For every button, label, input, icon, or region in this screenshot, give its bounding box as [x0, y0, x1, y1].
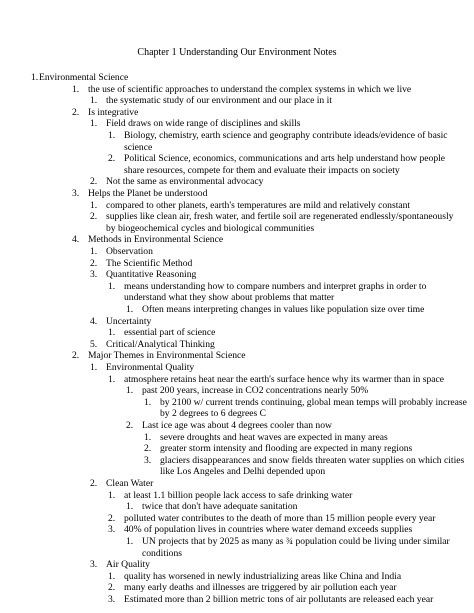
- outline-item-number: 1.: [108, 280, 116, 292]
- outline-item-number: 1.: [108, 130, 116, 141]
- outline-item: [0, 362, 474, 374]
- outline-item: [0, 594, 474, 606]
- outline-item-number: 1.: [126, 501, 134, 513]
- outline-item: [0, 582, 474, 594]
- outline-item-number: 2.: [72, 350, 80, 362]
- outline-item-number: 5.: [90, 338, 98, 350]
- outline-item: [0, 559, 474, 571]
- outline-item-text: share resources, compete for them and evaluate their impacts on society: [124, 164, 400, 176]
- document-title: Chapter 1 Understanding Our Environment Notes: [137, 47, 337, 58]
- outline-item: [0, 316, 474, 328]
- outline-item-number: 1.: [144, 396, 152, 408]
- outline-item-text: severe droughts and heat waves are expected in many areas: [160, 431, 388, 443]
- outline-item-text: Uncertainty: [106, 315, 152, 327]
- outline-item: [0, 246, 474, 258]
- outline-item-continuation: [0, 466, 474, 478]
- outline-item-text: polluted water contributes to the death of more than 15 million people every year: [124, 512, 436, 524]
- outline-item-text: Often means interpreting changes in values like population size over time: [142, 304, 425, 315]
- outline-item-number: 2.: [144, 443, 152, 455]
- outline-item: [0, 118, 474, 130]
- outline-item-text: essential part of science: [124, 327, 216, 339]
- outline-item-text: by biogeochemical cycles and biological communities: [106, 222, 315, 234]
- outline-item-number: 3.: [72, 188, 80, 199]
- outline-item: [0, 420, 474, 432]
- outline-item-number: 3.: [108, 594, 116, 605]
- outline-item: [0, 397, 474, 409]
- outline-item-number: 2.: [126, 420, 134, 431]
- outline-item: [0, 95, 474, 107]
- outline-item-number: 3.: [144, 454, 152, 466]
- outline-item-text: Quantitative Reasoning: [106, 269, 197, 281]
- outline-item-text: Clean Water: [106, 478, 154, 489]
- outline-item-number: 3.: [108, 524, 116, 536]
- outline-item-text: Is integrative: [88, 106, 139, 118]
- outline-item-text: glaciers disappearances and snow fields threaten water supplies on which cities: [160, 454, 465, 466]
- outline-item-text: Observation: [106, 246, 153, 257]
- outline-item: [0, 524, 474, 536]
- outline-item: [0, 200, 474, 212]
- outline-item: [0, 234, 474, 246]
- outline-item: [0, 304, 474, 316]
- outline-item-number: 1.: [144, 431, 152, 443]
- outline-item-number: 1.: [108, 489, 116, 501]
- outline-item: [0, 571, 474, 583]
- outline-item-number: 2.: [90, 257, 98, 269]
- outline-item-number: 2.: [90, 478, 98, 489]
- outline-item-number: 1.: [90, 362, 98, 373]
- outline-item-continuation: [0, 142, 474, 154]
- outline-item: [0, 281, 474, 293]
- outline-item: [0, 72, 474, 84]
- outline-item-text: Critical/Analytical Thinking: [106, 338, 215, 350]
- outline-item-text: Major Themes in Environmental Science: [88, 350, 246, 362]
- outline-item: [0, 269, 474, 281]
- outline-item-text: UN projects that by 2025 as many as ¾ population could be living under similar: [142, 536, 450, 547]
- outline-item-text: at least 1.1 billion people lack access to safe drinking water: [124, 489, 353, 501]
- outline-item-text: by 2 degrees to 6 degrees C: [160, 408, 267, 420]
- outline-item-number: 1.: [90, 95, 98, 107]
- outline-item: [0, 374, 474, 386]
- outline-item-number: 1.: [31, 72, 39, 83]
- outline-item-text: Not the same as environmental advocacy: [106, 176, 264, 188]
- outline-item: [0, 107, 474, 119]
- outline-item-number: 4.: [72, 234, 80, 246]
- outline-item: [0, 501, 474, 513]
- outline-item-number: 1.: [90, 118, 98, 130]
- outline-item-text: many early deaths and illnesses are triggered by air pollution each year: [124, 582, 397, 594]
- outline-item-number: 4.: [90, 315, 98, 327]
- outline-item-text: past 200 years, increase in CO2 concentrations nearly 50%: [142, 385, 369, 397]
- outline-item-text: twice that don't have adequate sanitation: [142, 501, 298, 513]
- outline-item-text: quality has worsened in newly industrializing areas like China and India: [124, 570, 402, 582]
- outline-item-number: 2.: [108, 582, 116, 594]
- outline-item-text: 40% of population lives in countries where water demand exceeds supplies: [124, 524, 413, 536]
- outline-item-number: 1.: [126, 536, 134, 547]
- outline-item: [0, 176, 474, 188]
- outline-item: [0, 478, 474, 490]
- outline-item-text: the use of scientific approaches to understand the complex systems in which we live: [88, 83, 412, 95]
- outline-item-continuation: [0, 408, 474, 420]
- outline-item-text: Estimated more than 2 billion metric tons of air pollutants are released each year: [124, 594, 434, 605]
- outline-item-number: 2.: [90, 211, 98, 223]
- outline-item: [0, 211, 474, 223]
- outline-item-text: Field draws on wide range of disciplines and skills: [106, 118, 301, 130]
- outline-item: [0, 513, 474, 525]
- outline-item-number: 1.: [126, 304, 134, 315]
- outline-item: [0, 153, 474, 165]
- outline-item-text: Helps the Planet be understood: [88, 188, 208, 199]
- outline-item-text: by 2100 w/ current trends continuing, global mean temps will probably increase: [160, 396, 467, 408]
- outline-item-text: Environmental Quality: [106, 362, 195, 373]
- outline-item-text: greater storm intensity and flooding are expected in many regions: [160, 443, 413, 455]
- outline-item-continuation: [0, 548, 474, 560]
- outline-item-text: understand what they show about problems that matter: [124, 292, 335, 304]
- outline-item: [0, 258, 474, 270]
- outline-item-number: 1.: [90, 246, 98, 257]
- outline-item: [0, 490, 474, 502]
- outline-item: [0, 327, 474, 339]
- outline-item: [0, 536, 474, 548]
- outline-item-text: compared to other planets, earth's temperatures are mild and relatively constant: [106, 199, 411, 211]
- outline-item-number: 1.: [90, 199, 98, 211]
- outline-item: [0, 84, 474, 96]
- outline-item-number: 2.: [72, 106, 80, 118]
- outline-item: [0, 443, 474, 455]
- outline-item-text: the systematic study of our environment and our place in it: [106, 95, 332, 107]
- outline-item-text: means understanding how to compare numbers and interpret graphs in order to: [124, 280, 427, 292]
- outline-item-number: 1.: [108, 327, 116, 339]
- outline-item-continuation: [0, 292, 474, 304]
- outline-item: [0, 455, 474, 467]
- outline-item-text: supplies like clean air, fresh water, and fertile soil are regenerated endlessly/spontaneously: [106, 211, 454, 223]
- outline-item-number: 3.: [90, 559, 98, 571]
- outline-item-number: 2.: [90, 176, 98, 188]
- outline-item-text: conditions: [142, 547, 182, 559]
- outline-item-text: atmosphere retains heat near the earth's surface hence why its warmer than in space: [124, 373, 445, 385]
- outline-item-text: Last ice age was about 4 degrees cooler than now: [142, 420, 332, 431]
- outline-item-number: 3.: [90, 269, 98, 281]
- outline-item: [0, 385, 474, 397]
- outline-item-text: Environmental Science: [39, 72, 129, 83]
- outline-item-text: Air Quality: [106, 559, 150, 571]
- outline-item: [0, 188, 474, 200]
- outline-item-number: 1.: [108, 570, 116, 582]
- outline-item-number: 2.: [108, 512, 116, 524]
- outline-item-number: 2.: [108, 153, 116, 165]
- outline-item-number: 1.: [126, 385, 134, 397]
- outline-item-continuation: [0, 223, 474, 235]
- outline-item: [0, 432, 474, 444]
- outline-item-text: Political Science, economics, communications and arts help understand how people: [124, 153, 446, 165]
- outline-item-continuation: [0, 165, 474, 177]
- outline-item-text: Biology, chemistry, earth science and geography contribute ideads/evidence of basic: [124, 130, 448, 141]
- outline-item-text: Methods in Environmental Science: [88, 234, 224, 246]
- outline-item-text: like Los Angeles and Delhi depended upon: [160, 466, 326, 478]
- outline-item-number: 1.: [108, 373, 116, 385]
- outline-item-text: science: [124, 141, 153, 153]
- outline-item-number: 1.: [72, 83, 80, 95]
- outline-item: [0, 339, 474, 351]
- outline-item: [0, 350, 474, 362]
- outline-item: [0, 130, 474, 142]
- outline-item-text: The Scientific Method: [106, 257, 193, 269]
